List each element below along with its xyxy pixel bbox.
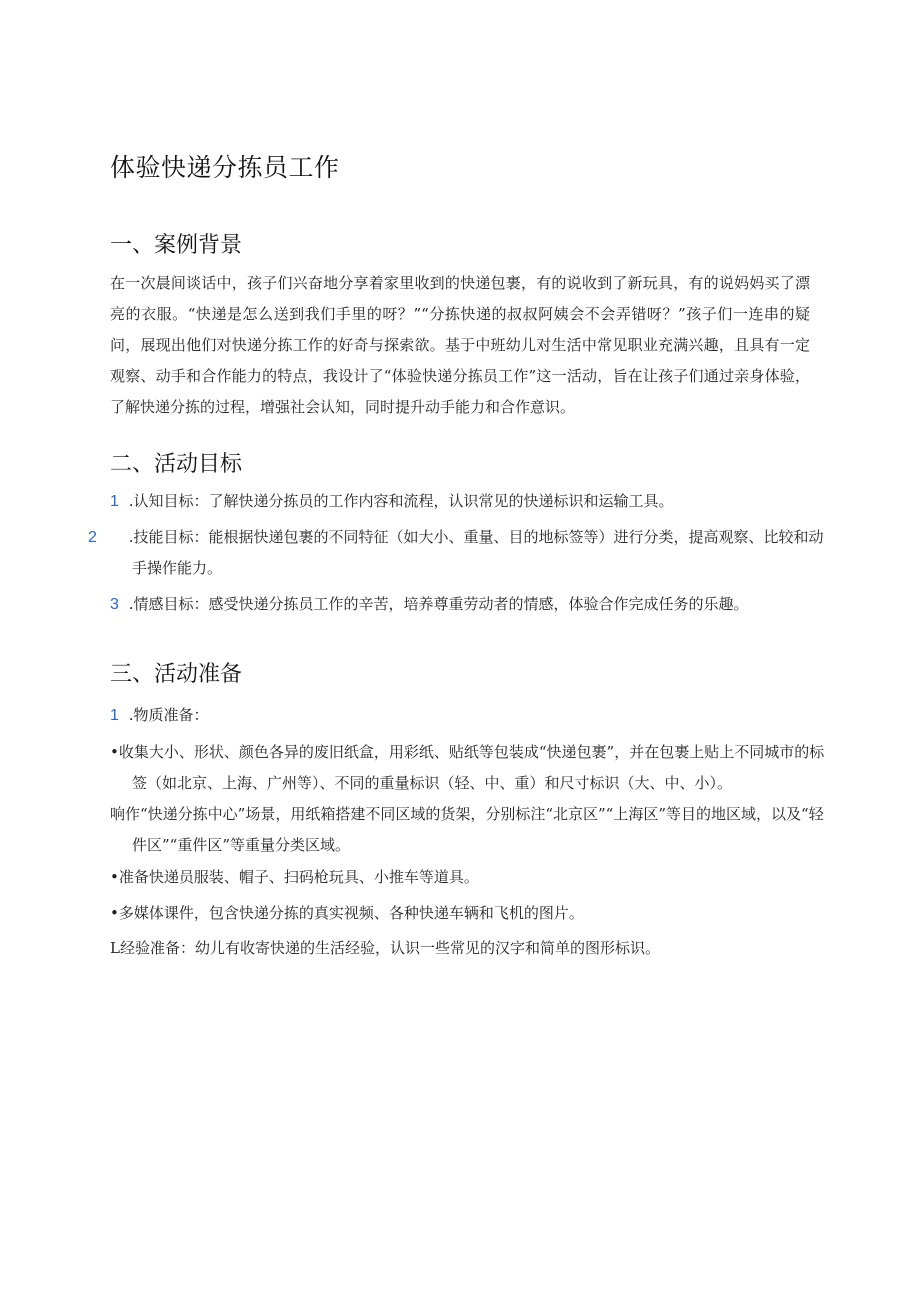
goal-text: .情感目标：感受快递分拣员工作的辛苦，培养尊重劳动者的情感，体验合作完成任务的乐趣。	[128, 595, 749, 613]
page-title: 体验快递分拣员工作	[110, 153, 340, 182]
goal-number: 3	[110, 596, 119, 613]
prep-bullet-sorting-center: 响作“快递分拣中心”场景，用纸箱搭建不同区域的货架，分别标注“北京区”“上海区”等目的地区域，以及“轻件区”“重件区”等重量分类区域。	[110, 805, 824, 854]
section-heading-background: 一、案例背景	[110, 233, 243, 258]
material-prep-subheading	[110, 700, 810, 731]
prep-bullet-multimedia: •多媒体课件，包含快递分拣的真实视频、各种快递车辆和飞机的图片。	[110, 904, 584, 922]
goal-item-skill	[88, 522, 832, 584]
section-heading-preparation: 三、活动准备	[110, 662, 243, 687]
goal-item-emotional	[110, 589, 810, 620]
prep-experience: L经验准备：幼儿有收寄快递的生活经验，认识一些常见的汉字和简单的图形标识。	[110, 939, 660, 957]
prep-bullet-packages: •收集大小、形状、颜色各异的废旧纸盒，用彩纸、贴纸等包装成“快递包裹”，并在包裹上贴上不同城市的标签（如北京、上海、广州等）、不同的重量标识（轻、中、重）和尺寸标识（大、中、小）。	[110, 743, 825, 792]
goal-number: 1	[110, 493, 119, 510]
prep-text: .物质准备：	[128, 706, 209, 724]
goal-item-cognitive	[110, 486, 810, 517]
background-paragraph: 在一次晨间谈话中，孩子们兴奋地分享着家里收到的快递包裹，有的说收到了新玩具，有的说妈妈买了漂亮的衣服。“快递是怎么送到我们手里的呀？”“分拣快递的叔叔阿姨会不会弄错呀？”孩子们一连串的疑问，展现出他们对快递分拣工作的好奇与探索欲。基于中班幼儿对生活中常见职业充满兴趣，且具有一定观察、动手和合作能力的特点，我设计了“体验快递分拣员工作”这一活动，旨在让孩子们通过亲身体验，了解快递分拣的过程，增强社会认知，同时提升动手能力和合作意识。	[110, 274, 810, 416]
goal-text: .认知目标：了解快递分拣员的工作内容和流程，认识常见的快递标识和运输工具。	[128, 492, 674, 510]
prep-number: 1	[110, 707, 119, 724]
section-heading-goals: 二、活动目标	[110, 452, 243, 477]
goal-text: .技能目标：能根据快递包裹的不同特征（如大小、重量、目的地标签等）进行分类，提高观察、比较和动手操作能力。	[128, 528, 824, 577]
goal-number: 2	[88, 529, 97, 546]
prep-bullet-props: •准备快递员服装、帽子、扫码枪玩具、小推车等道具。	[110, 868, 479, 886]
